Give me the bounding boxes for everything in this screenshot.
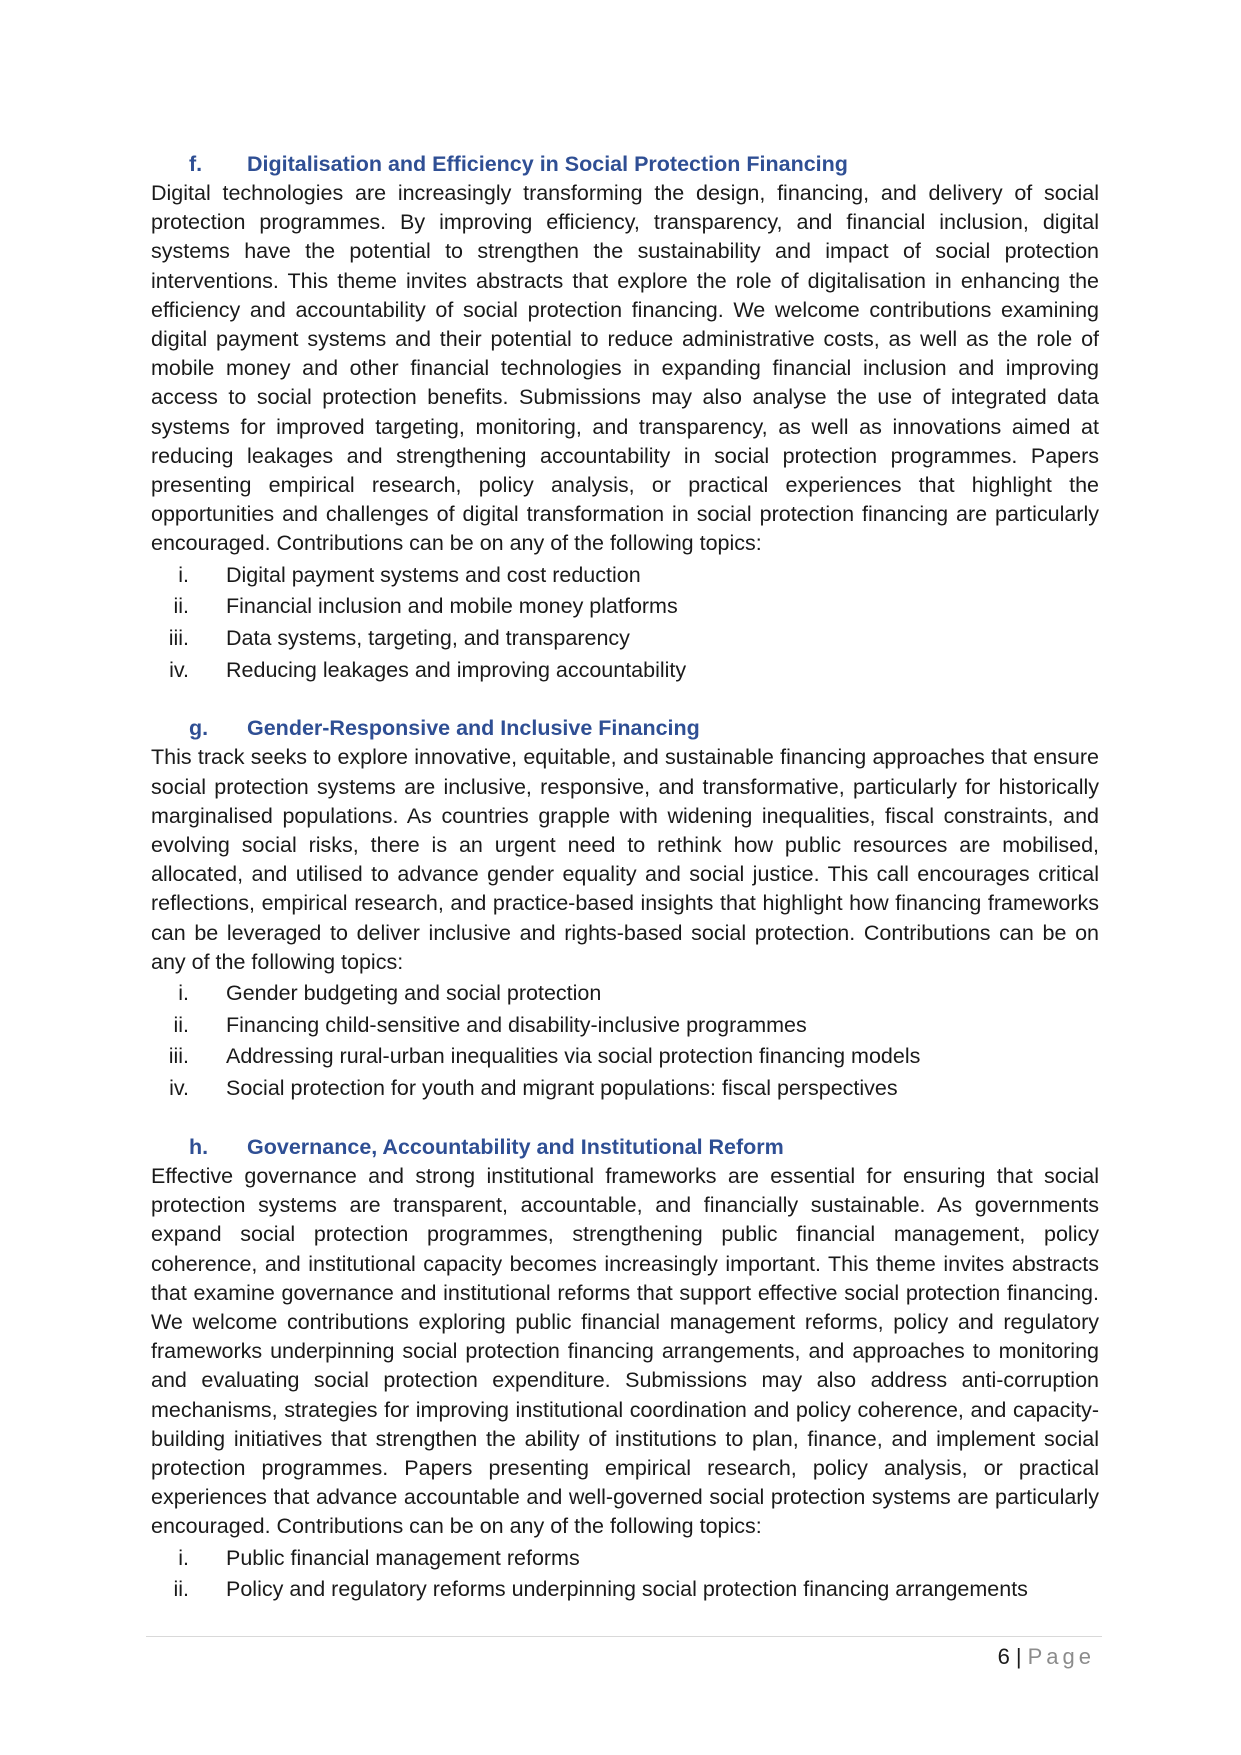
- topic-list: [151, 1543, 1099, 1606]
- list-item-text: Addressing rural-urban inequalities via social protection financing models: [226, 1044, 921, 1069]
- section-body: This track seeks to explore innovative, equitable, and sustainable financing approaches that ensure social protection systems are inclusive, responsive, and transformative, particularly for historically marginalised populations. As countries grapple with widening inequalities, fiscal constraints, and evolving social risks, there is an urgent need to rethink how public resources are mobilised, allocated, and utilised to advance gender equality and social justice. This call encourages critical reflections, empirical research, and practice-based insights that highlight how financing frameworks can be leveraged to deliver inclusive and rights-based social protection. Contributions can be on any of the following topics:: [151, 745, 1099, 974]
- list-item-text: Policy and regulatory reforms underpinning social protection financing arrangements: [226, 1577, 1028, 1602]
- section-body: Effective governance and strong institutional frameworks are essential for ensuring that social protection systems are transparent, accountable, and financially sustainable. As governments expand social protection programmes, strengthening public financial management, policy coherence, and institutional capacity becomes increasingly important. This theme invites abstracts that examine governance and institutional reforms that support effective social protection financing. We welcome contributions exploring public financial management reforms, policy and regulatory frameworks underpinning social protection financing arrangements, and approaches to monitoring and evaluating social protection expenditure. Submissions may also address anti-corruption mechanisms, strategies for improving institutional coordination and policy coherence, and capacity-building initiatives that strengthen the ability of institutions to plan, finance, and implement social protection programmes. Papers presenting empirical research, policy analysis, or practical experiences that advance accountable and well-governed social protection systems are particularly encouraged. Contributions can be on any of the following topics:: [151, 1163, 1099, 1539]
- section-heading: [151, 1133, 1099, 1162]
- section-heading: [151, 714, 1099, 743]
- page-number: 6: [997, 1644, 1010, 1669]
- page-footer: [998, 1643, 1095, 1671]
- list-item-number: ii.: [173, 1012, 189, 1037]
- section-letter: h.: [189, 1134, 209, 1159]
- list-item: [151, 1073, 1099, 1105]
- list-item-text: Financial inclusion and mobile money platforms: [226, 594, 678, 619]
- footer-divider: [146, 1636, 1102, 1637]
- list-item: [151, 978, 1099, 1010]
- list-item: [151, 623, 1099, 655]
- list-item-text: Digital payment systems and cost reduction: [226, 562, 641, 587]
- list-item: [151, 1543, 1099, 1575]
- list-item-text: Financing child-sensitive and disability-inclusive programmes: [226, 1012, 807, 1037]
- list-item-number: iii.: [168, 1044, 189, 1069]
- section-body: Digital technologies are increasingly transforming the design, financing, and delivery of social protection programmes. By improving efficiency, transparency, and financial inclusion, digital systems have the potential to strengthen the sustainability and impact of social protection interventions. This theme invites abstracts that explore the role of digitalisation in enhancing the efficiency and accountability of social protection financing. We welcome contributions examining digital payment systems and their potential to reduce administrative costs, as well as the role of mobile money and other financial technologies in expanding financial inclusion and improving access to social protection benefits. Submissions may also analyse the use of integrated data systems for improved targeting, monitoring, and transparency, as well as innovations aimed at reducing leakages and strengthening accountability in social protection programmes. Papers presenting empirical research, policy analysis, or practical experiences that highlight the opportunities and challenges of digital transformation in social protection financing are particularly encouraged. Contributions can be on any of the following topics:: [151, 181, 1099, 556]
- topic-list: [151, 560, 1099, 687]
- section-title: Governance, Accountability and Institutional Reform: [247, 1134, 784, 1159]
- list-item-number: iv.: [169, 1076, 189, 1101]
- list-item-text: Reducing leakages and improving accountability: [226, 657, 687, 682]
- section-title: Gender-Responsive and Inclusive Financing: [247, 716, 700, 741]
- list-item-number: i.: [178, 981, 189, 1006]
- list-item: [151, 560, 1099, 592]
- list-item-text: Data systems, targeting, and transparency: [226, 626, 630, 651]
- section-letter: f.: [189, 152, 203, 176]
- list-item: [151, 1041, 1099, 1073]
- topic-list: [151, 978, 1099, 1105]
- list-item: [151, 1574, 1099, 1606]
- list-item: [151, 591, 1099, 623]
- list-item-number: iii.: [168, 626, 189, 651]
- section-f: [151, 150, 1099, 686]
- list-item-number: iv.: [169, 657, 189, 682]
- footer-separator: |: [1015, 1644, 1022, 1669]
- section-letter: g.: [189, 716, 209, 741]
- list-item-number: ii.: [173, 594, 189, 619]
- list-item-number: i.: [178, 1545, 189, 1570]
- list-item-text: Gender budgeting and social protection: [226, 981, 602, 1006]
- list-item: [151, 655, 1099, 687]
- page-content: [151, 150, 1099, 1634]
- section-title: Digitalisation and Efficiency in Social Protection Financing: [247, 152, 848, 176]
- list-item-number: i.: [178, 562, 189, 587]
- section-h: [151, 1133, 1099, 1606]
- list-item-text: Public financial management reforms: [226, 1545, 580, 1570]
- list-item: [151, 1010, 1099, 1042]
- page-label: Page: [1027, 1644, 1095, 1669]
- section-g: [151, 714, 1099, 1104]
- list-item-text: Social protection for youth and migrant populations: fiscal perspectives: [226, 1076, 898, 1101]
- section-heading: [151, 150, 1099, 179]
- list-item-number: ii.: [173, 1577, 189, 1602]
